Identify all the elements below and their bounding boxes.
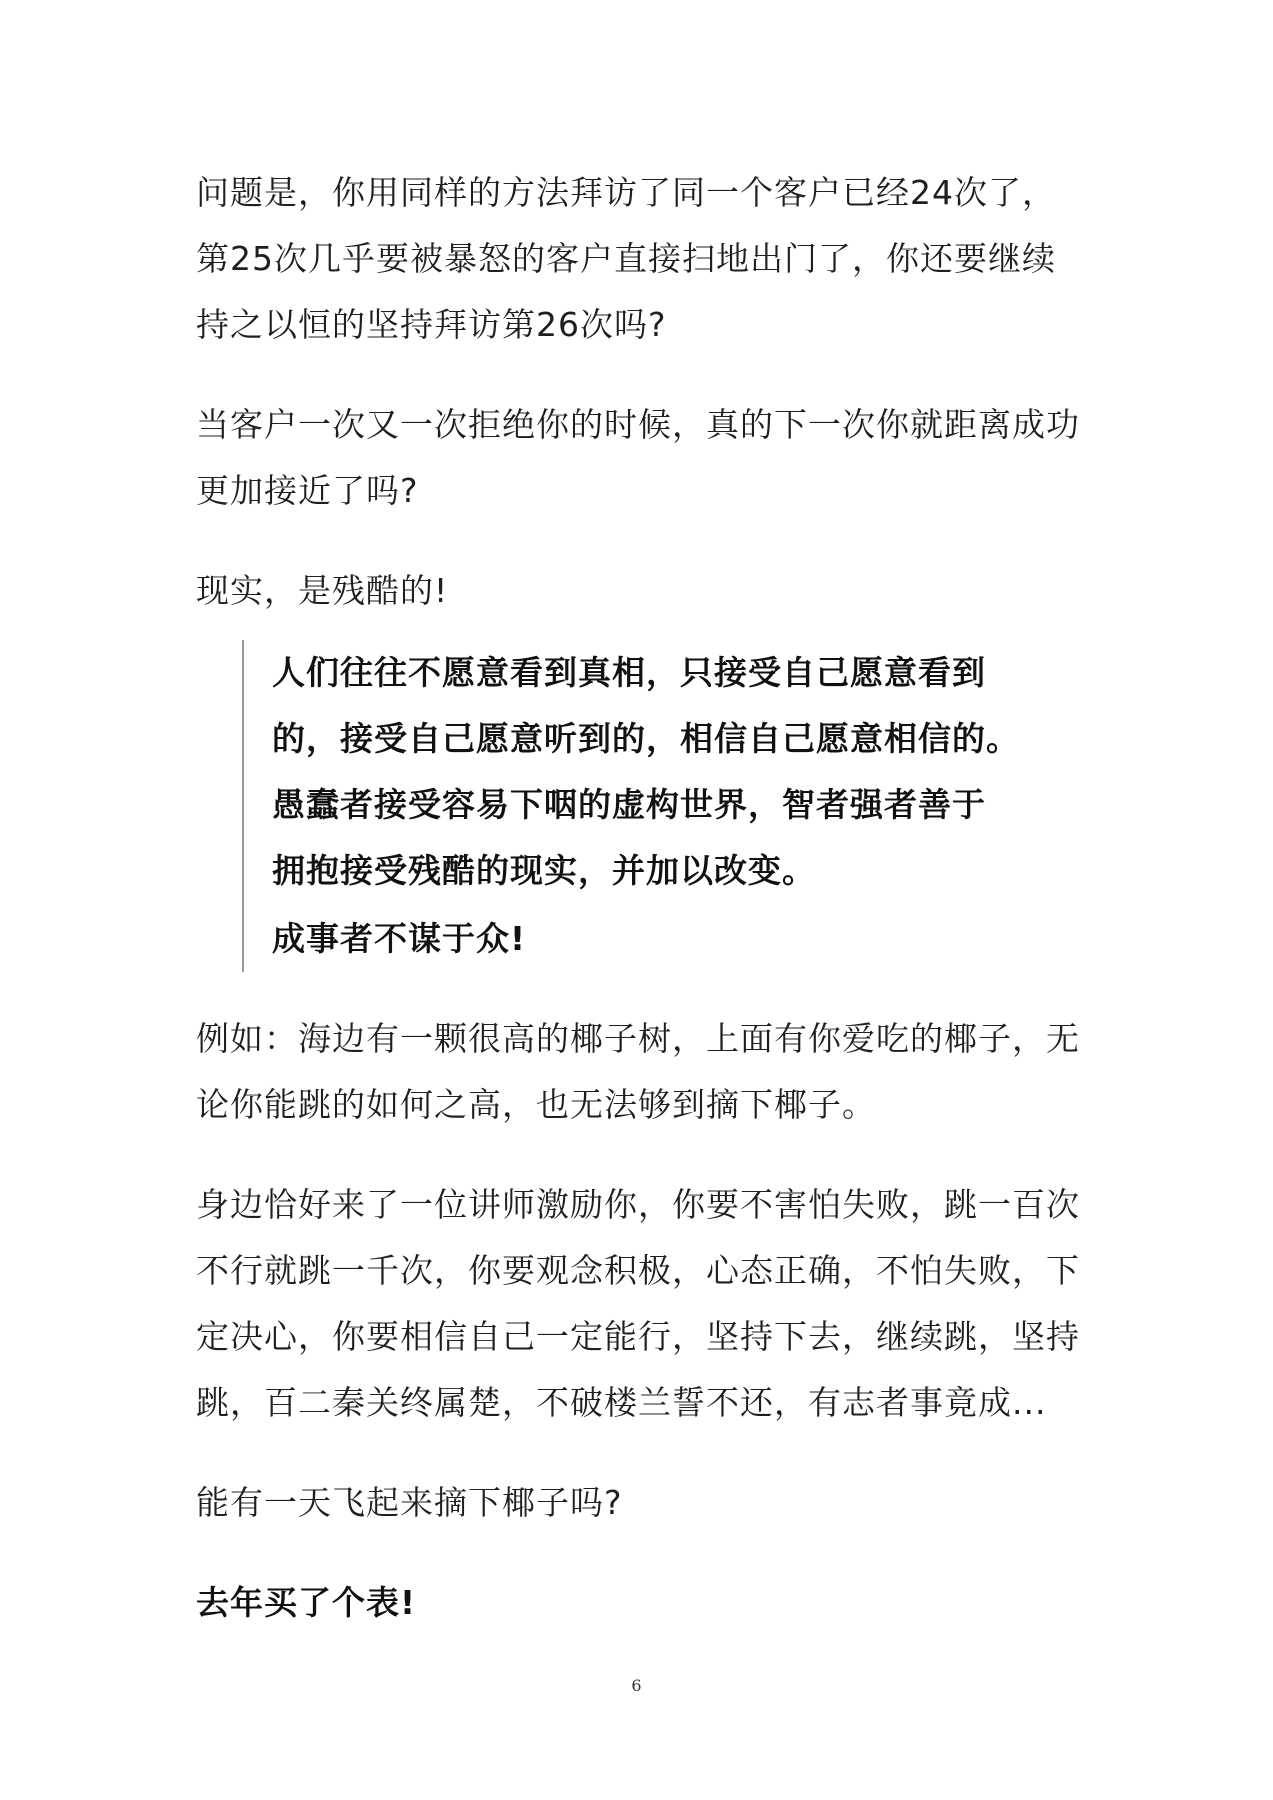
text-line: 论你能跳的如何之高，也无法够到摘下椰子。 [196, 1085, 876, 1124]
paragraph-6 [196, 1470, 1096, 1536]
bold-heading-line: 去年买了个表! [196, 1583, 417, 1622]
text-line: 持之以恒的坚持拜访第26次吗? [196, 305, 667, 344]
paragraph-4 [196, 1006, 1096, 1138]
paragraph-1 [196, 160, 1096, 358]
blockquote [242, 640, 1052, 972]
spacer [196, 358, 1096, 392]
paragraph-2 [196, 392, 1096, 524]
quote-line: 成事者不谋于众! [272, 919, 527, 958]
page-number: 6 [631, 1676, 642, 1695]
paragraph-7 [196, 1570, 1096, 1636]
document-body [196, 160, 1096, 1636]
spacer [196, 1138, 1096, 1172]
spacer [196, 1536, 1096, 1570]
text-line: 身边恰好来了一位讲师激励你，你要不害怕失败，跳一百次 [196, 1185, 1080, 1224]
spacer [196, 980, 1096, 1006]
quote-line: 愚蠢者接受容易下咽的虚构世界，智者强者善于 [272, 785, 986, 824]
text-line: 更加接近了吗? [196, 471, 419, 510]
text-line: 定决心，你要相信自己一定能行，坚持下去，继续跳，坚持 [196, 1317, 1080, 1356]
paragraph-3 [196, 558, 1096, 624]
spacer [196, 1436, 1096, 1470]
text-line: 不行就跳一千次，你要观念积极，心态正确，不怕失败，下 [196, 1251, 1080, 1290]
text-line: 第25次几乎要被暴怒的客户直接扫地出门了，你还要继续 [196, 239, 1056, 278]
quote-line: 的，接受自己愿意听到的，相信自己愿意相信的。 [272, 719, 1020, 758]
paragraph-5 [196, 1172, 1096, 1436]
text-line: 问题是，你用同样的方法拜访了同一个客户已经24次了， [196, 173, 1056, 212]
quote-line: 拥抱接受残酷的现实，并加以改变。 [272, 851, 816, 890]
text-line: 例如：海边有一颗很高的椰子树，上面有你爱吃的椰子，无 [196, 1019, 1080, 1058]
text-line: 现实，是残酷的! [196, 571, 449, 610]
spacer [196, 524, 1096, 558]
text-line: 当客户一次又一次拒绝你的时候，真的下一次你就距离成功 [196, 405, 1080, 444]
text-line: 能有一天飞起来摘下椰子吗? [196, 1483, 623, 1522]
text-line: 跳，百二秦关终属楚，不破楼兰誓不还，有志者事竟成... [196, 1383, 1047, 1422]
quote-line: 人们往往不愿意看到真相，只接受自己愿意看到 [272, 653, 986, 692]
